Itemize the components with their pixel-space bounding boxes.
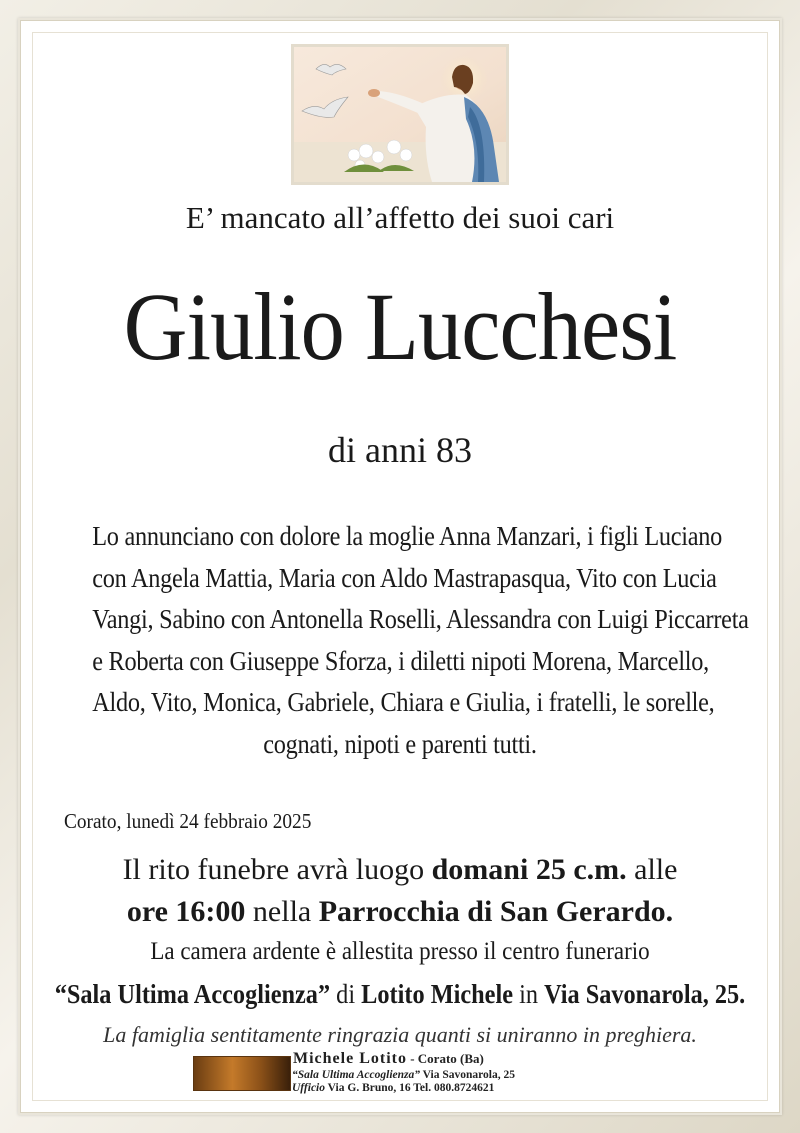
funeral-text: Il rito funebre avrà luogo: [122, 853, 432, 886]
footer-ufficio: [292, 1081, 494, 1095]
funeral-home: “Sala Ultima Accoglienza”: [54, 979, 331, 1009]
announcement: [58, 516, 749, 765]
footer-ufficio-label: Ufficio: [292, 1082, 326, 1094]
funeral-home-name: [293, 1049, 484, 1069]
announcement-line: con Angela Mattia, Maria con Aldo Mastrapasqua, Vito con Lucia: [92, 562, 717, 593]
deceased-name: Giulio Lucchesi: [123, 273, 677, 380]
intro-text: E’ mancato all’affetto dei suoi cari: [185, 200, 615, 235]
footer-sala-name: “Sala Ultima Accoglienza”: [292, 1069, 420, 1081]
funeral-line-2: [0, 892, 800, 932]
announcement-line: Aldo, Vito, Monica, Gabriele, Chiara e Giulia, i fratelli, le sorelle,: [92, 687, 715, 717]
funeral-home-logo: [193, 1056, 291, 1091]
funeral-line-3: La camera ardente è allestita presso il centro funerario: [150, 938, 650, 965]
dateline: Corato, lunedì 24 febbraio 2025: [64, 809, 312, 833]
announcement-line: cognati, nipoti e parenti tutti.: [263, 728, 537, 759]
footer-name-text: Michele Lotito: [293, 1050, 407, 1067]
footer-sala: [292, 1068, 515, 1082]
funeral-line-1: [0, 850, 800, 890]
announcement-line: e Roberta con Giuseppe Sforza, i diletti nipoti Morena, Marcello,: [92, 645, 709, 676]
funeral-director: Lotito Michele: [361, 979, 514, 1009]
funeral-line-4: [40, 974, 760, 1014]
age-text: di anni 83: [328, 430, 472, 470]
announcement-line: Vangi, Sabino con Antonella Roselli, Alessandra con Luigi Piccarreta: [92, 604, 749, 634]
funeral-text: nella: [245, 895, 319, 928]
footer-sala-address: Via Savonarola, 25: [420, 1069, 515, 1081]
funeral-date: domani 25 c.m.: [431, 853, 627, 886]
funeral-time: ore 16:00: [126, 895, 246, 928]
thanks-text: La famiglia sentitamente ringrazia quanti si uniranno in preghiera.: [103, 1022, 697, 1047]
funeral-text: alle: [626, 853, 678, 886]
funeral-address: Via Savonarola, 25.: [544, 979, 746, 1009]
announcement-line: Lo annunciano con dolore la moglie Anna Manzari, i figli Luciano: [92, 521, 723, 551]
funeral-text: in: [513, 979, 545, 1009]
funeral-church: Parrocchia di San Gerardo.: [318, 895, 674, 928]
religious-picture: [291, 44, 509, 185]
footer-city: - Corato (Ba): [406, 1051, 484, 1066]
funeral-text: di: [330, 979, 362, 1009]
footer-ufficio-address: Via G. Bruno, 16 Tel. 080.8724621: [325, 1082, 495, 1094]
